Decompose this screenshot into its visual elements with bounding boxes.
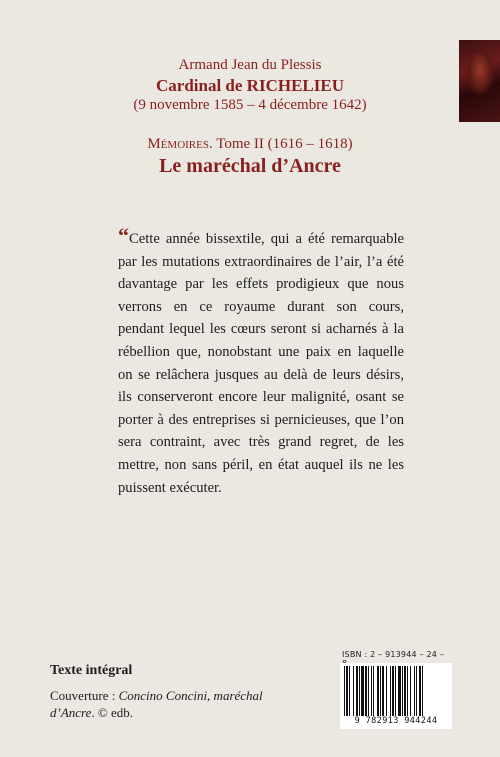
barcode-bar bbox=[402, 666, 403, 716]
author-header bbox=[0, 56, 500, 115]
barcode-bar bbox=[359, 666, 360, 716]
barcode-bar bbox=[422, 666, 423, 716]
barcode-bar bbox=[390, 666, 391, 716]
barcode-bar bbox=[349, 666, 350, 716]
texte-integral-label: Texte intégral bbox=[50, 663, 133, 678]
barcode-bar bbox=[392, 666, 394, 716]
cover-suffix: . © edb. bbox=[91, 705, 134, 720]
open-quote-mark: “ bbox=[118, 223, 129, 248]
barcode-bar bbox=[404, 666, 406, 716]
barcode-bar bbox=[368, 666, 369, 716]
barcode-bar bbox=[371, 666, 372, 716]
cover-title: Concino Concini, maréchal d’Ancre bbox=[50, 688, 263, 720]
barcode-bar bbox=[382, 666, 384, 716]
barcode-bars bbox=[344, 666, 448, 716]
barcode-bar bbox=[365, 666, 367, 716]
barcode-bar bbox=[344, 666, 345, 716]
barcode-bar bbox=[373, 666, 374, 716]
barcode-bar bbox=[380, 666, 381, 716]
cardinal-title: Cardinal de RICHELIEU bbox=[156, 76, 344, 95]
barcode-bar bbox=[416, 666, 417, 716]
series-label: Mémoires. bbox=[147, 136, 213, 152]
barcode-bar bbox=[386, 666, 387, 716]
quote-block bbox=[118, 223, 404, 499]
volume-info bbox=[0, 134, 500, 179]
barcode-bar bbox=[398, 666, 401, 716]
barcode-bar bbox=[353, 666, 354, 716]
barcode bbox=[340, 663, 452, 729]
cover-prefix: Couverture : bbox=[50, 688, 119, 703]
barcode-bar bbox=[407, 666, 408, 716]
barcode-bar bbox=[356, 666, 358, 716]
tome-label: Tome II (1616 – 1618) bbox=[216, 136, 353, 152]
barcode-bar bbox=[361, 666, 364, 716]
barcode-bar bbox=[414, 666, 415, 716]
isbn-label: ISBN : 2 – 913944 – 24 – bbox=[342, 650, 445, 659]
barcode-digits: 9 782913 944244 bbox=[354, 716, 438, 726]
barcode-bar bbox=[419, 666, 421, 716]
barcode-bar bbox=[377, 666, 379, 716]
cover-credit bbox=[50, 687, 270, 721]
barcode-bar bbox=[410, 666, 411, 716]
book-title: Le maréchal d’Ancre bbox=[159, 155, 341, 177]
barcode-bar bbox=[346, 666, 348, 716]
barcode-bar bbox=[395, 666, 396, 716]
tome-line bbox=[0, 134, 500, 154]
life-dates: (9 novembre 1585 – 4 décembre 1642) bbox=[133, 97, 367, 113]
quote-text: Cette année bissextile, qui a été remarquable par les mutations extraordinaires de l’air, l’a été davantage par les effets prodigieux que nous verrons en ce royaume durant son cours, pendant lequel les cœurs seront si acharnés à la rébellion que, nonobstant une paix en laquelle on se relâchera jusques au delà de leurs désirs, ils conserveront encore leur malignité, osant se porter à des entreprises si pernicieuses, que l’on sera contraint, avec très grand regret, de les mettre, non sans péril, en état auquel ils ne les puissent exécuter. bbox=[118, 231, 404, 496]
author-name: Armand Jean du Plessis bbox=[178, 57, 322, 73]
